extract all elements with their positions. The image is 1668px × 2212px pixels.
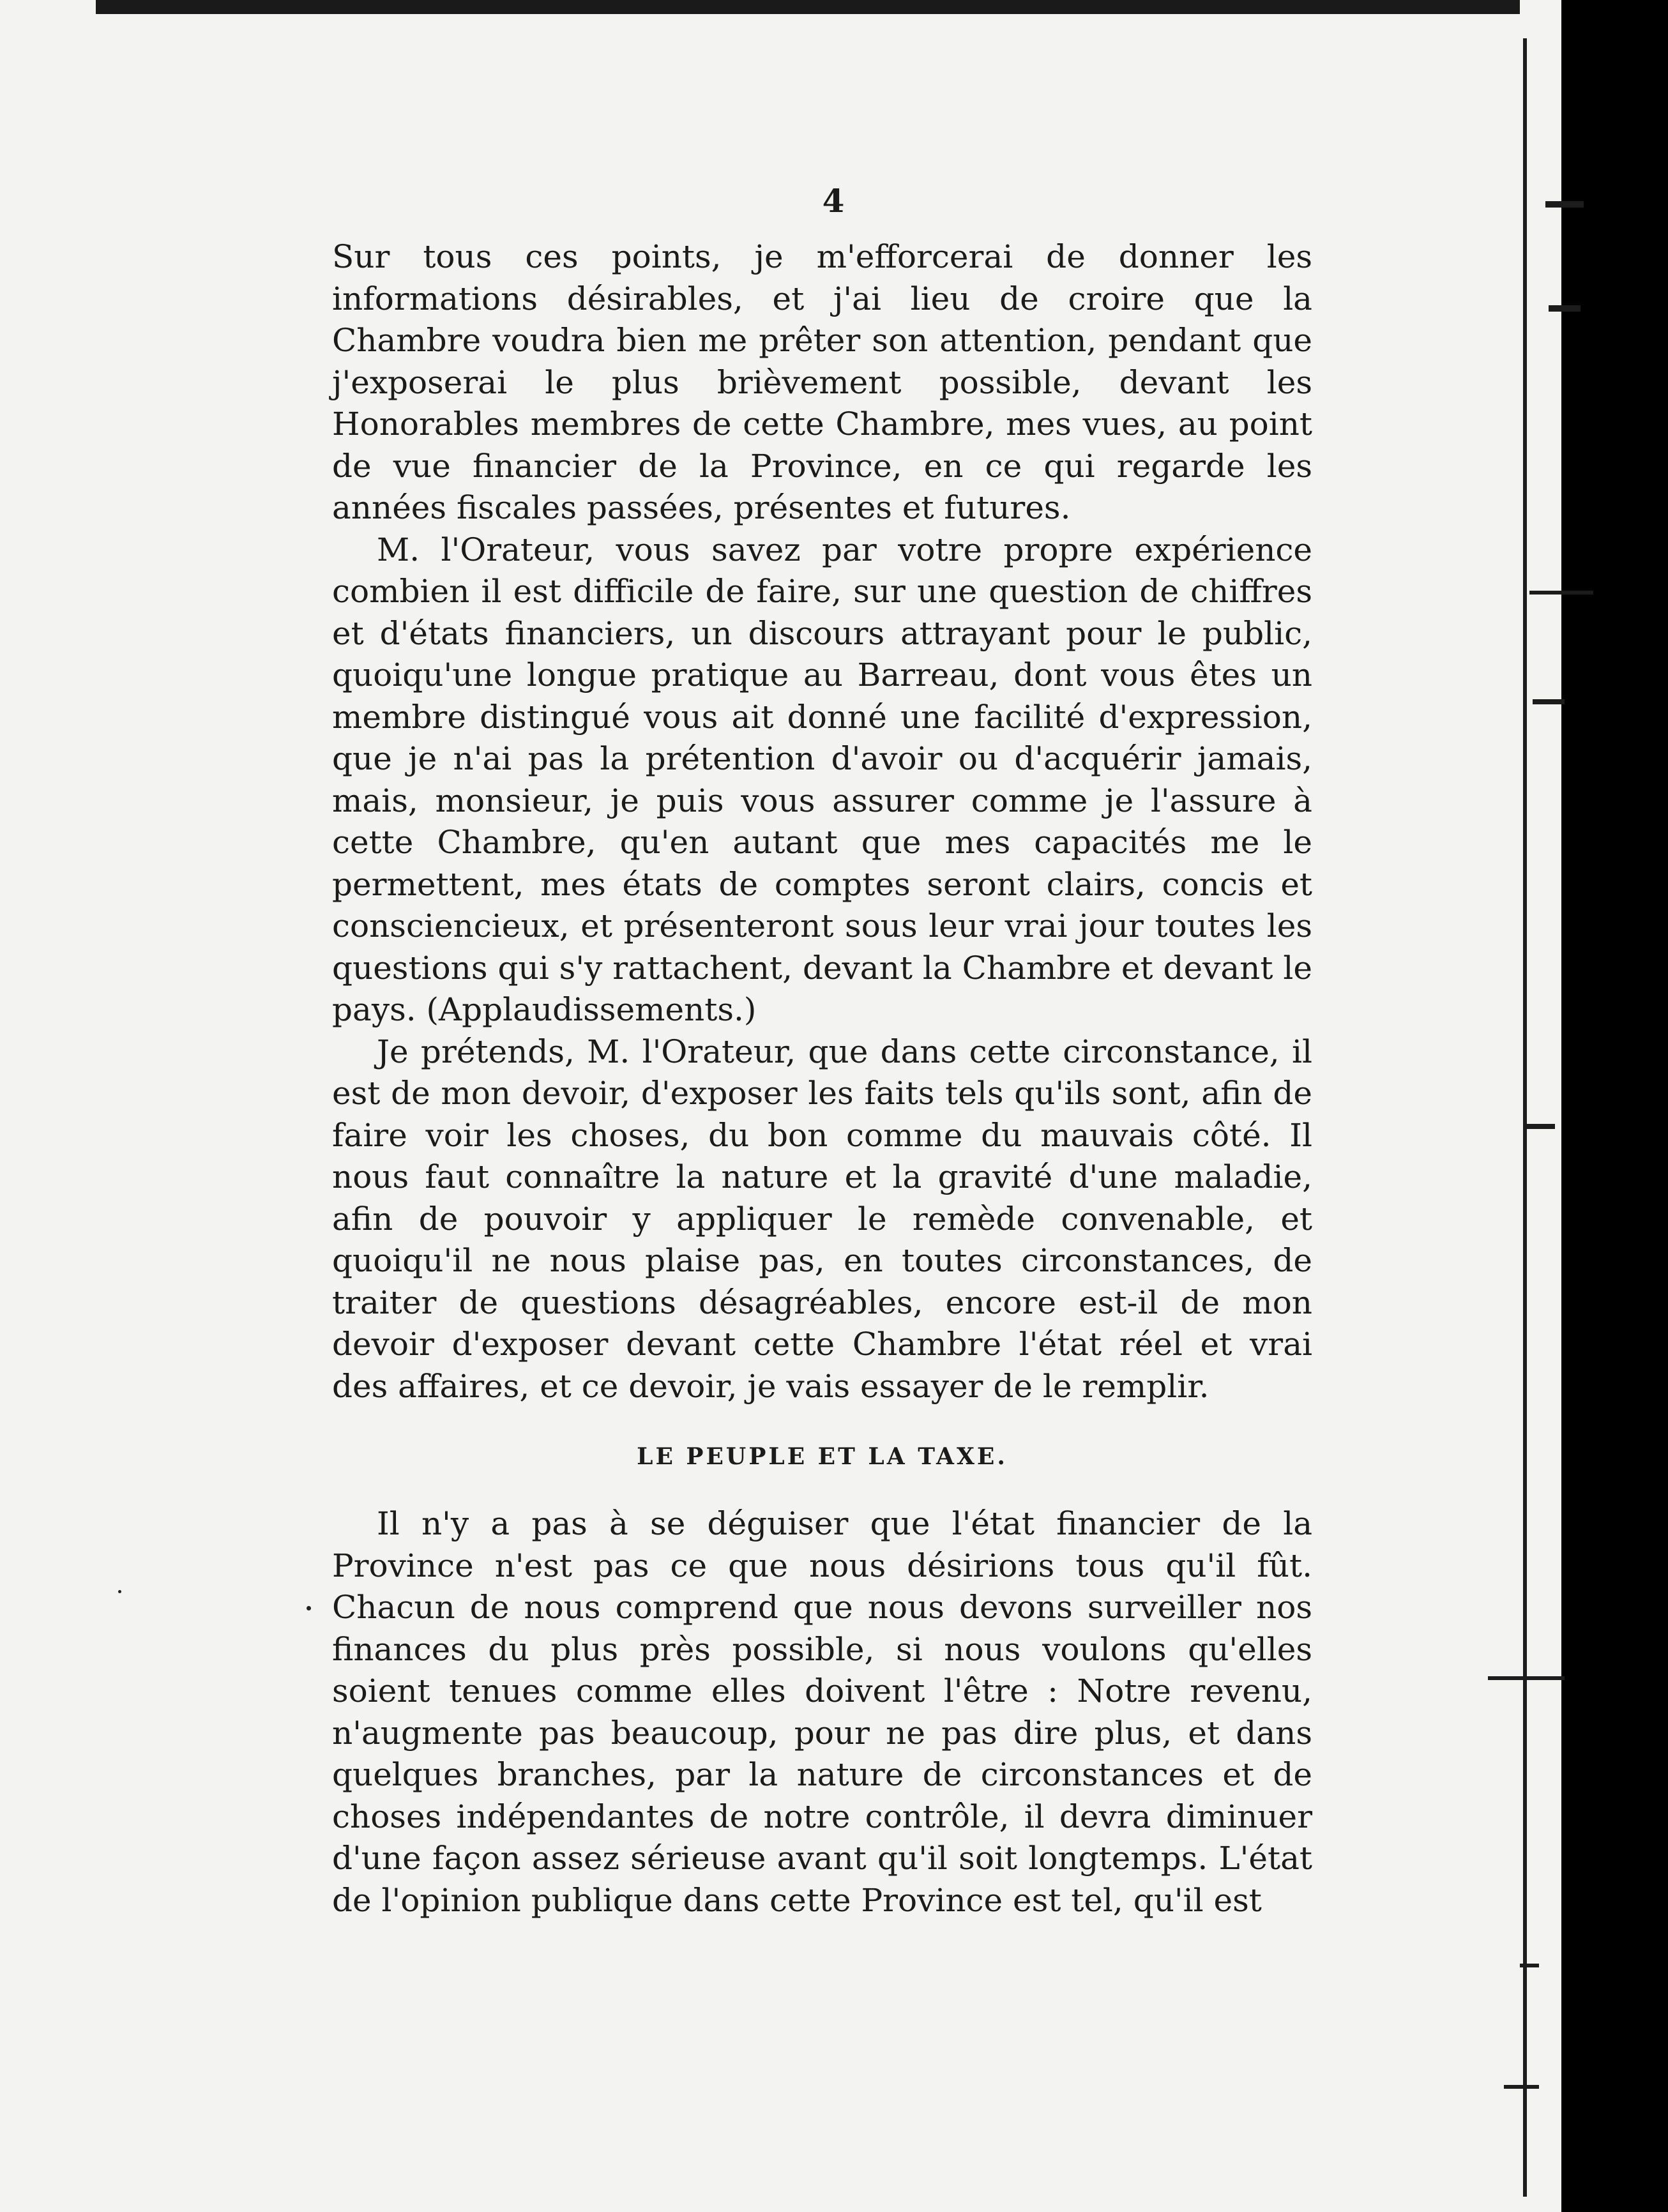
binding-mark <box>1504 2085 1539 2089</box>
page-number: 4 <box>822 182 845 220</box>
paragraph: M. l'Orateur, vous savez par votre propre expérience combien il est difficile de faire, sur une question de chiffres et d'états financiers, un discours attrayant pour le public, quoiqu'une longue pratique au Barreau, dont vous êtes un membre distingué vous ait donné une facilité d'expression, que je n'ai pas la prétention d'avoir ou d'acquérir jamais, mais, monsieur, je puis vous assurer comme je l'assure à cette Chambre, qu'en autant que mes capacités me le permettent, mes états de comptes seront clairs, concis et consciencieux, et présenteront sous leur vrai jour toutes les questions qui s'y rattachent, devant la Chambre et devant le pays. (Applaudissements.) <box>332 531 1312 1028</box>
body-text <box>332 236 1312 1921</box>
binding-rule <box>1523 38 1527 2197</box>
paragraph: Il n'y a pas à se déguiser que l'état financier de la Province n'est pas ce que nous désirions tous qu'il fût. Chacun de nous comprend que nous devons surveiller nos finances du plus près possible, si nous voulons qu'elles soient tenues comme elles doivent l'être : Notre revenu, n'augmente pas beaucoup, pour ne pas dire plus, et dans quelques branches, par la nature de circonstances et de choses indépendantes de notre contrôle, il devra diminuer d'une façon assez sérieuse avant qu'il soit longtemps. L'état de l'opinion publique dans cette Province est tel, qu'il est <box>332 1505 1312 1919</box>
paragraph: Je prétends, M. l'Orateur, que dans cette circonstance, il est de mon devoir, d'exposer les faits tels qu'ils sont, afin de faire voir les choses, du bon comme du mauvais côté. Il nous faut connaître la nature et la gravité d'une maladie, afin de pouvoir y appliquer le remède convenable, et quoiqu'il ne nous plaise pas, en toutes circonstances, de traiter de questions désagréables, encore est-il de mon devoir d'exposer devant cette Chambre l'état réel et vrai des affaires, et ce devoir, je vais essayer de le remplir. <box>332 1033 1312 1405</box>
ink-speck <box>307 1606 311 1610</box>
binding-mark <box>1520 1964 1539 1967</box>
binding-mark <box>1529 591 1593 595</box>
binding-mark <box>1533 699 1565 704</box>
paragraph: Sur tous ces points, je m'efforcerai de donner les informations désirables, et j'ai lieu de croire que la Chambre voudra bien me prêter son attention, pendant que j'exposerai le plus brièvement possible, devant les Honorables membres de cette Chambre, mes vues, au point de vue financier de la Province, en ce qui regarde les années fiscales passées, présentes et futures. <box>332 238 1312 526</box>
section-heading: LE PEUPLE ET LA TAXE. <box>637 1443 1008 1470</box>
binding-mark <box>1545 201 1584 208</box>
ink-speck <box>118 1590 121 1593</box>
binding-mark <box>1549 305 1581 312</box>
top-border-band <box>96 0 1520 14</box>
binding-mark <box>1488 1676 1565 1680</box>
binding-mark <box>1526 1124 1555 1129</box>
